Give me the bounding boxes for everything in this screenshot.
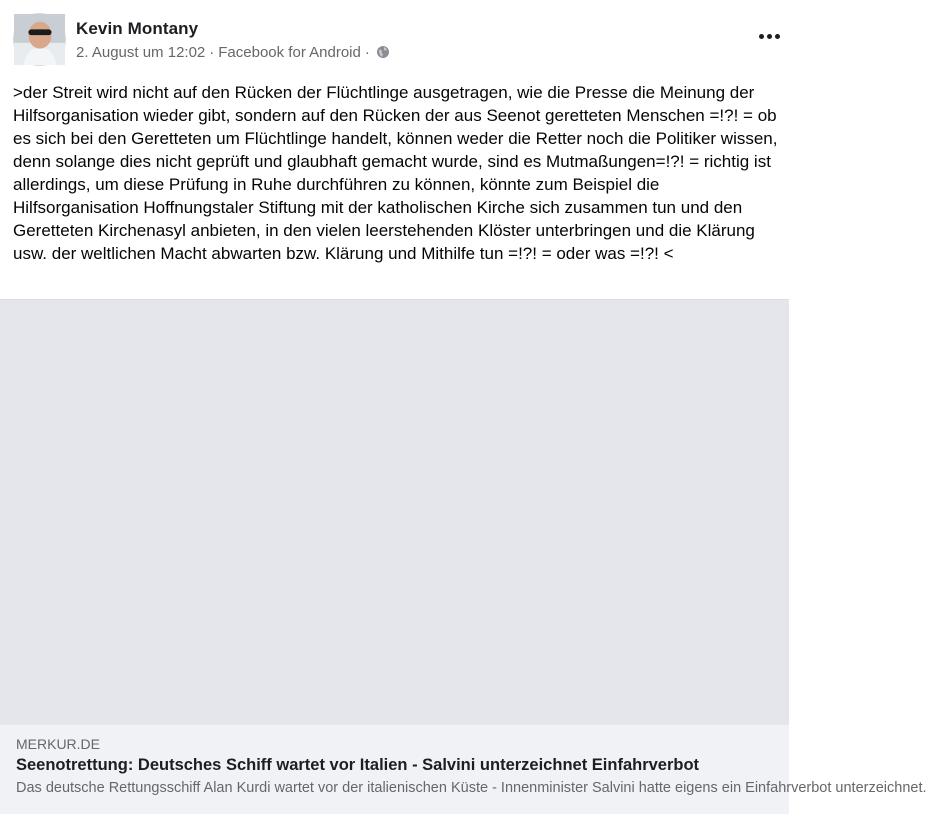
link-preview-info[interactable]: [0, 725, 927, 814]
post-text: >der Streit wird nicht auf den Rücken der Flüchtlinge ausgetragen, wie die Presse die Meinung der Hilfsorganisation wieder gibt, sondern auf den Rücken der aus Seenot geretteten Menschen =!?! = ob es sich bei den Geretteten um Flüchtlinge handelt, können weder die Retter noch die Politiker wissen, denn solange dies nicht geprüft und glaubhaft gemacht wurde, sind es Mutmaßungen=!?! = richtig ist allerdings, um diese Prüfung in Ruhe durchführen zu können, könnte zum Beispiel die Hilfsorganisation Hoffnungstaler Stiftung mit der katholischen Kirche sich zusammen tun und den Geretteten Kirchenasyl anbieten, in den vielen leerstehenden Klöster unterbringen und die Klärung usw. der weltlichen Macht abwarten bzw. Klärung und Mithilfe tun =!?! = oder was =!?! <: [13, 83, 778, 263]
more-options-icon[interactable]: [755, 25, 783, 47]
author-avatar[interactable]: [13, 13, 66, 66]
post-source: Facebook for Android: [218, 44, 361, 61]
avatar-image: [14, 14, 65, 65]
meta-separator-2: ·: [364, 44, 370, 61]
dot: [775, 34, 780, 39]
link-description: Das deutsche Rettungsschiff Alan Kurdi wartet vor der italienischen Küste - Innenminister Salvini hatte eigens ein Einfahrverbot unterzeichnet.: [16, 780, 927, 796]
author-name[interactable]: Kevin Montany: [76, 19, 199, 38]
dot: [767, 34, 772, 39]
link-title[interactable]: Seenotrettung: Deutsches Schiff wartet vor Italien - Salvini unterzeichnet Einfahrverbot: [16, 756, 700, 774]
link-domain: MERKUR.DE: [16, 736, 101, 752]
globe-icon[interactable]: [376, 45, 390, 63]
post-meta: [76, 44, 390, 63]
link-preview-image[interactable]: [0, 300, 789, 725]
post-date[interactable]: 2. August um 12:02: [76, 44, 206, 61]
link-preview-card[interactable]: [0, 299, 927, 814]
dot: [759, 34, 764, 39]
post-header: [13, 13, 783, 65]
meta-separator: ·: [209, 44, 215, 61]
